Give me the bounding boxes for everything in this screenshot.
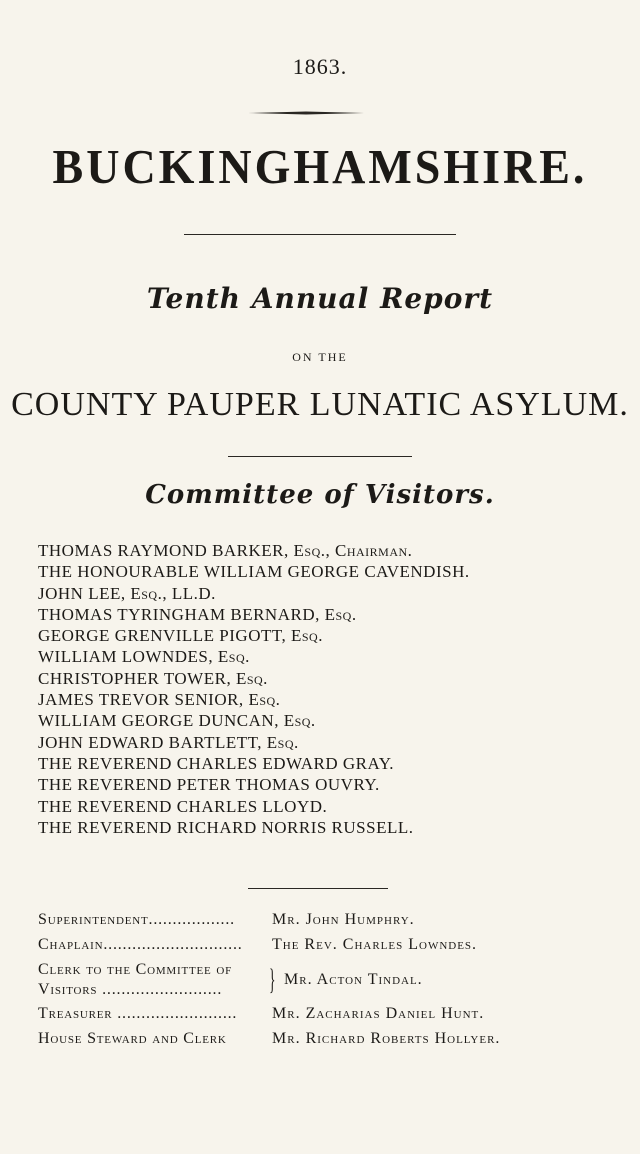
committee-member: CHRISTOPHER TOWER, Esq. (38, 668, 268, 688)
officer-row-superintendent (38, 910, 638, 935)
officer-label: Chaplain............................. (38, 936, 243, 953)
committee-member: JOHN EDWARD BARTLETT, Esq. (38, 732, 299, 752)
officer-label: Treasurer ......................... (38, 1005, 238, 1022)
committee-member: GEORGE GRENVILLE PIGOTT, Esq. (38, 626, 323, 646)
brace-glyph: } (269, 963, 276, 996)
committee-member: JAMES TREVOR SENIOR, Esq. (38, 690, 281, 710)
officers-list (38, 910, 638, 1054)
officer-name: Mr. John Humphry. (272, 911, 415, 928)
divider-rule (228, 456, 412, 457)
officer-name: Mr. Richard Roberts Hollyer. (272, 1030, 501, 1047)
committee-member: WILLIAM LOWNDES, Esq. (38, 647, 250, 667)
committee-member-list (38, 540, 628, 838)
committee-member: THE HONOURABLE WILLIAM GEORGE CAVENDISH. (38, 562, 470, 582)
report-title: Tenth Annual Report (146, 282, 494, 315)
divider-rule (184, 234, 456, 235)
committee-heading: Committee of Visitors. (145, 480, 495, 510)
committee-member: JOHN LEE, Esq., LL.D. (38, 583, 216, 603)
publication-year: 1863. (292, 54, 348, 79)
ornamental-rule (248, 110, 364, 116)
county-title: BUCKINGHAMSHIRE. (52, 139, 588, 194)
officer-label: House Steward and Clerk (38, 1030, 227, 1047)
institution-title: COUNTY PAUPER LUNATIC ASYLUM. (11, 386, 629, 423)
officer-row-treasurer (38, 1004, 638, 1029)
committee-member: THE REVEREND CHARLES EDWARD GRAY. (38, 753, 395, 773)
committee-member: THOMAS TYRINGHAM BERNARD, Esq. (38, 604, 357, 624)
officer-name: Mr. Zacharias Daniel Hunt. (272, 1005, 485, 1022)
committee-member: WILLIAM GEORGE DUNCAN, Esq. (38, 711, 316, 731)
officer-row-clerk (38, 960, 638, 1004)
officer-row-chaplain (38, 935, 638, 960)
committee-member: THE REVEREND CHARLES LLOYD. (38, 796, 328, 816)
officer-name: The Rev. Charles Lowndes. (272, 936, 478, 953)
connector-text: ON THE (292, 350, 348, 364)
committee-member: THE REVEREND PETER THOMAS OUVRY. (38, 775, 380, 795)
divider-rule (248, 888, 388, 889)
officer-label: Clerk to the Committee of Visitors ......................... (38, 961, 233, 998)
officer-label: Superintendent.................. (38, 911, 235, 928)
committee-member: THOMAS RAYMOND BARKER, Esq., Chairman. (38, 541, 413, 560)
committee-member: THE REVEREND RICHARD NORRIS RUSSELL. (38, 817, 414, 837)
officer-row-house-steward (38, 1029, 638, 1054)
officer-name: Mr. Acton Tindal. (284, 971, 423, 988)
